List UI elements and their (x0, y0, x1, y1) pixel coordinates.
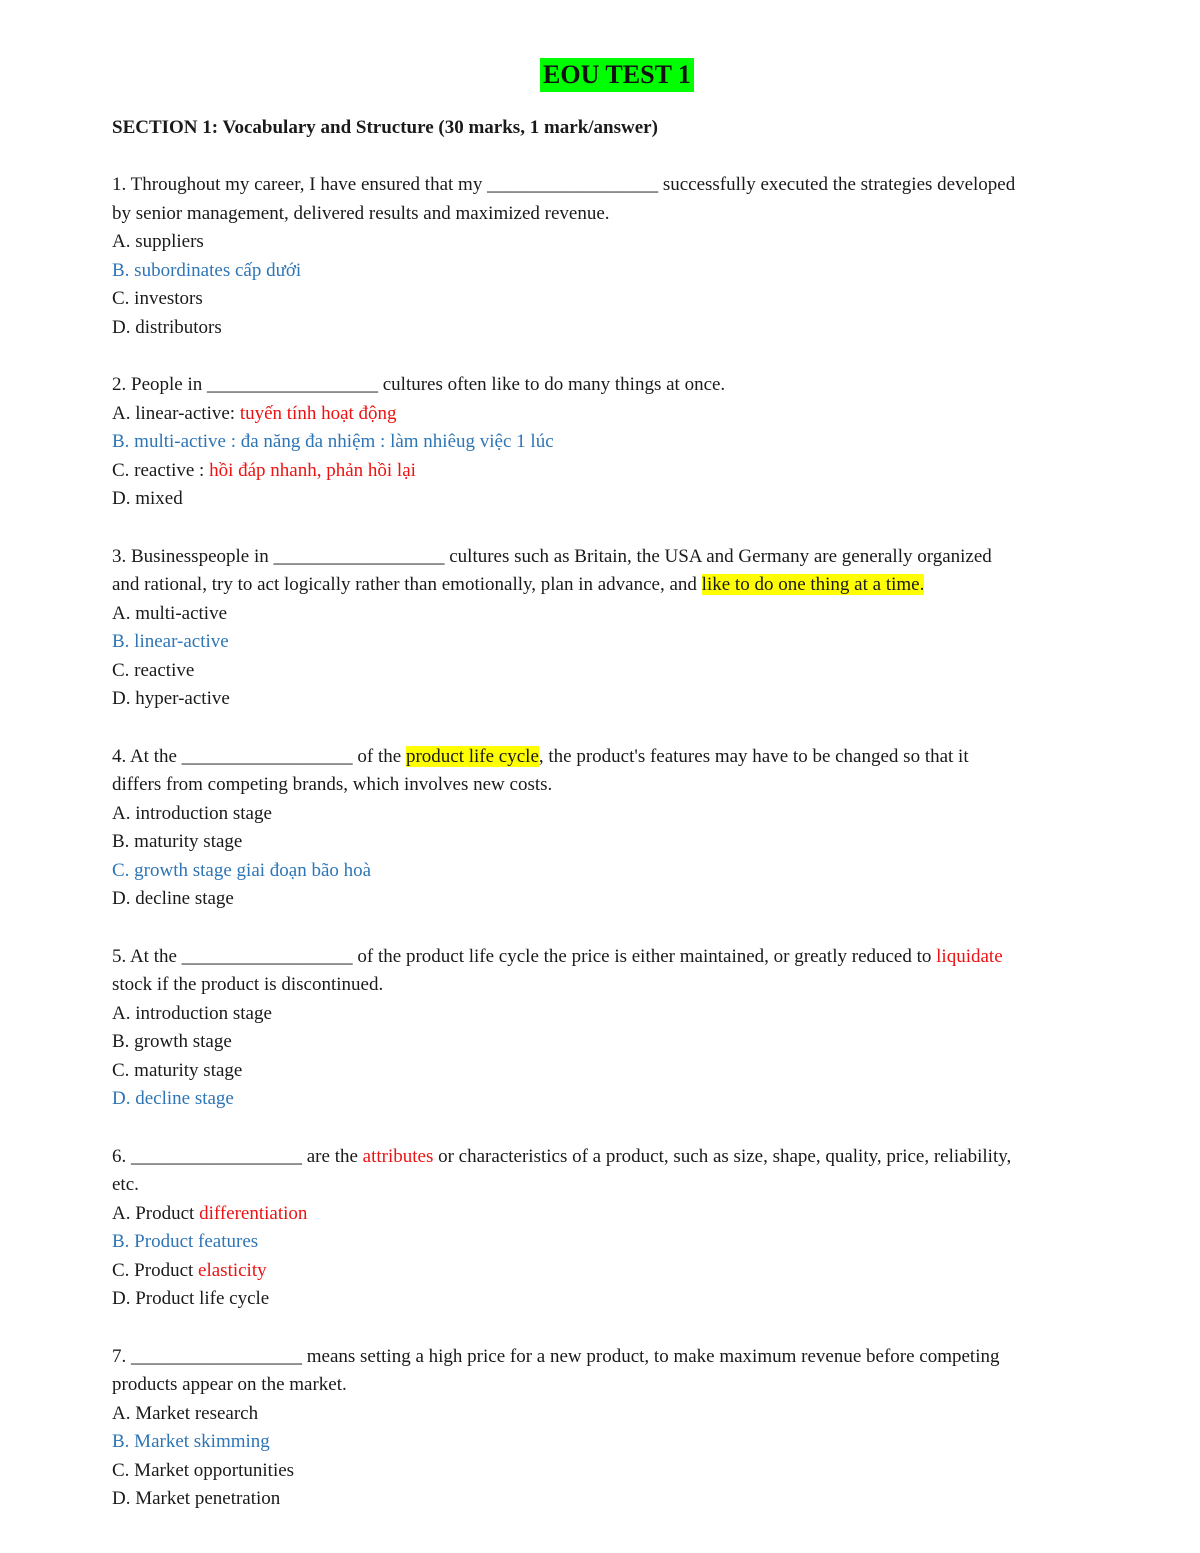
question-text (112, 943, 1122, 972)
text-segment: 6. __________________ are the (112, 1145, 363, 1167)
option-c: C. Market opportunities (112, 1459, 295, 1481)
option-label: A. linear-active: (112, 402, 240, 424)
document-page (112, 58, 1122, 1543)
question-text (112, 743, 1122, 772)
question-3 (112, 543, 1122, 714)
question-text-cont: etc. (112, 1174, 139, 1195)
question-5 (112, 943, 1122, 1114)
question-6 (112, 1143, 1122, 1314)
question-text (112, 1143, 1122, 1172)
option-note: hồi đáp nhanh, phản hồi lại (209, 459, 416, 481)
question-text-cont: by senior management, delivered results and maximized revenue. (112, 202, 610, 224)
red-term: elasticity (198, 1259, 267, 1281)
option-a: A. Market research (112, 1402, 259, 1424)
option-c: C. investors (112, 288, 203, 309)
red-term: differentiation (199, 1202, 308, 1224)
option-b-answer: B. linear-active (112, 631, 229, 652)
option-b-answer: B. Product features (112, 1231, 259, 1252)
option-a: A. multi-active (112, 602, 228, 624)
option-label: C. reactive : (112, 459, 210, 481)
option-a (112, 400, 1122, 429)
question-text: 7. __________________ means setting a high price for a new product, to make maximum revenue before competing (112, 1345, 1000, 1367)
option-c (112, 1257, 1122, 1286)
option-b-answer: B. multi-active : đa năng đa nhiệm : làm nhiêug việc 1 lúc (112, 431, 554, 452)
section-heading: SECTION 1: Vocabulary and Structure (30 marks, 1 mark/answer) (112, 117, 658, 138)
question-text-cont: differs from competing brands, which involves new costs. (112, 774, 553, 795)
question-2 (112, 371, 1122, 514)
red-term: attributes (362, 1145, 434, 1167)
text-segment: 5. At the __________________ of the product life cycle the price is either maintained, or greatly reduced to (112, 945, 937, 967)
page-title: EOU TEST 1 (540, 58, 694, 92)
text-segment: 4. At the __________________ of the (112, 745, 406, 767)
question-text-cont: stock if the product is discontinued. (112, 974, 384, 995)
question-7 (112, 1343, 1122, 1514)
option-d: D. hyper-active (112, 688, 230, 709)
highlighted-text: like to do one thing at a time. (701, 574, 925, 595)
question-text: 2. People in __________________ cultures often like to do many things at once. (112, 374, 726, 395)
option-d: D. Product life cycle (112, 1288, 270, 1309)
option-b-answer: B. Market skimming (112, 1431, 270, 1452)
option-c (112, 457, 1122, 486)
text-segment: , the product's features may have to be changed so that it (538, 745, 969, 767)
option-a: A. introduction stage (112, 802, 272, 824)
red-term: liquidate (936, 945, 1003, 967)
option-a: A. suppliers (112, 231, 204, 252)
option-a: A. introduction stage (112, 1002, 272, 1024)
option-b-answer: B. subordinates cấp dưới (112, 259, 302, 281)
option-label: A. Product (112, 1202, 200, 1224)
option-d: D. Market penetration (112, 1488, 281, 1509)
option-a (112, 1200, 1122, 1229)
question-4 (112, 743, 1122, 914)
question-text: 3. Businesspeople in __________________ cultures such as Britain, the USA and Germany are generally organized (112, 545, 992, 567)
question-1 (112, 171, 1122, 342)
option-c: C. reactive (112, 659, 195, 681)
option-b: B. growth stage (112, 1031, 232, 1052)
option-d-answer: D. decline stage (112, 1088, 234, 1109)
option-d: D. decline stage (112, 888, 234, 909)
option-note: tuyến tính hoạt động (239, 402, 397, 424)
text-segment: and rational, try to act logically rather than emotionally, plan in advance, and (112, 574, 702, 595)
text-segment: or characteristics of a product, such as size, shape, quality, price, reliability, (433, 1145, 1012, 1167)
question-text: 1. Throughout my career, I have ensured that my __________________ successfully executed the strategies developed (112, 174, 1016, 195)
option-d: D. distributors (112, 316, 222, 338)
question-text-cont: products appear on the market. (112, 1374, 347, 1395)
question-text-cont (112, 571, 1122, 600)
option-label: C. Product (112, 1259, 199, 1281)
highlighted-text: product life cycle (405, 745, 539, 767)
option-c-answer: C. growth stage giai đoạn bão hoà (112, 859, 372, 881)
option-b: B. maturity stage (112, 831, 243, 852)
option-d: D. mixed (112, 488, 183, 509)
option-c: C. maturity stage (112, 1059, 243, 1081)
